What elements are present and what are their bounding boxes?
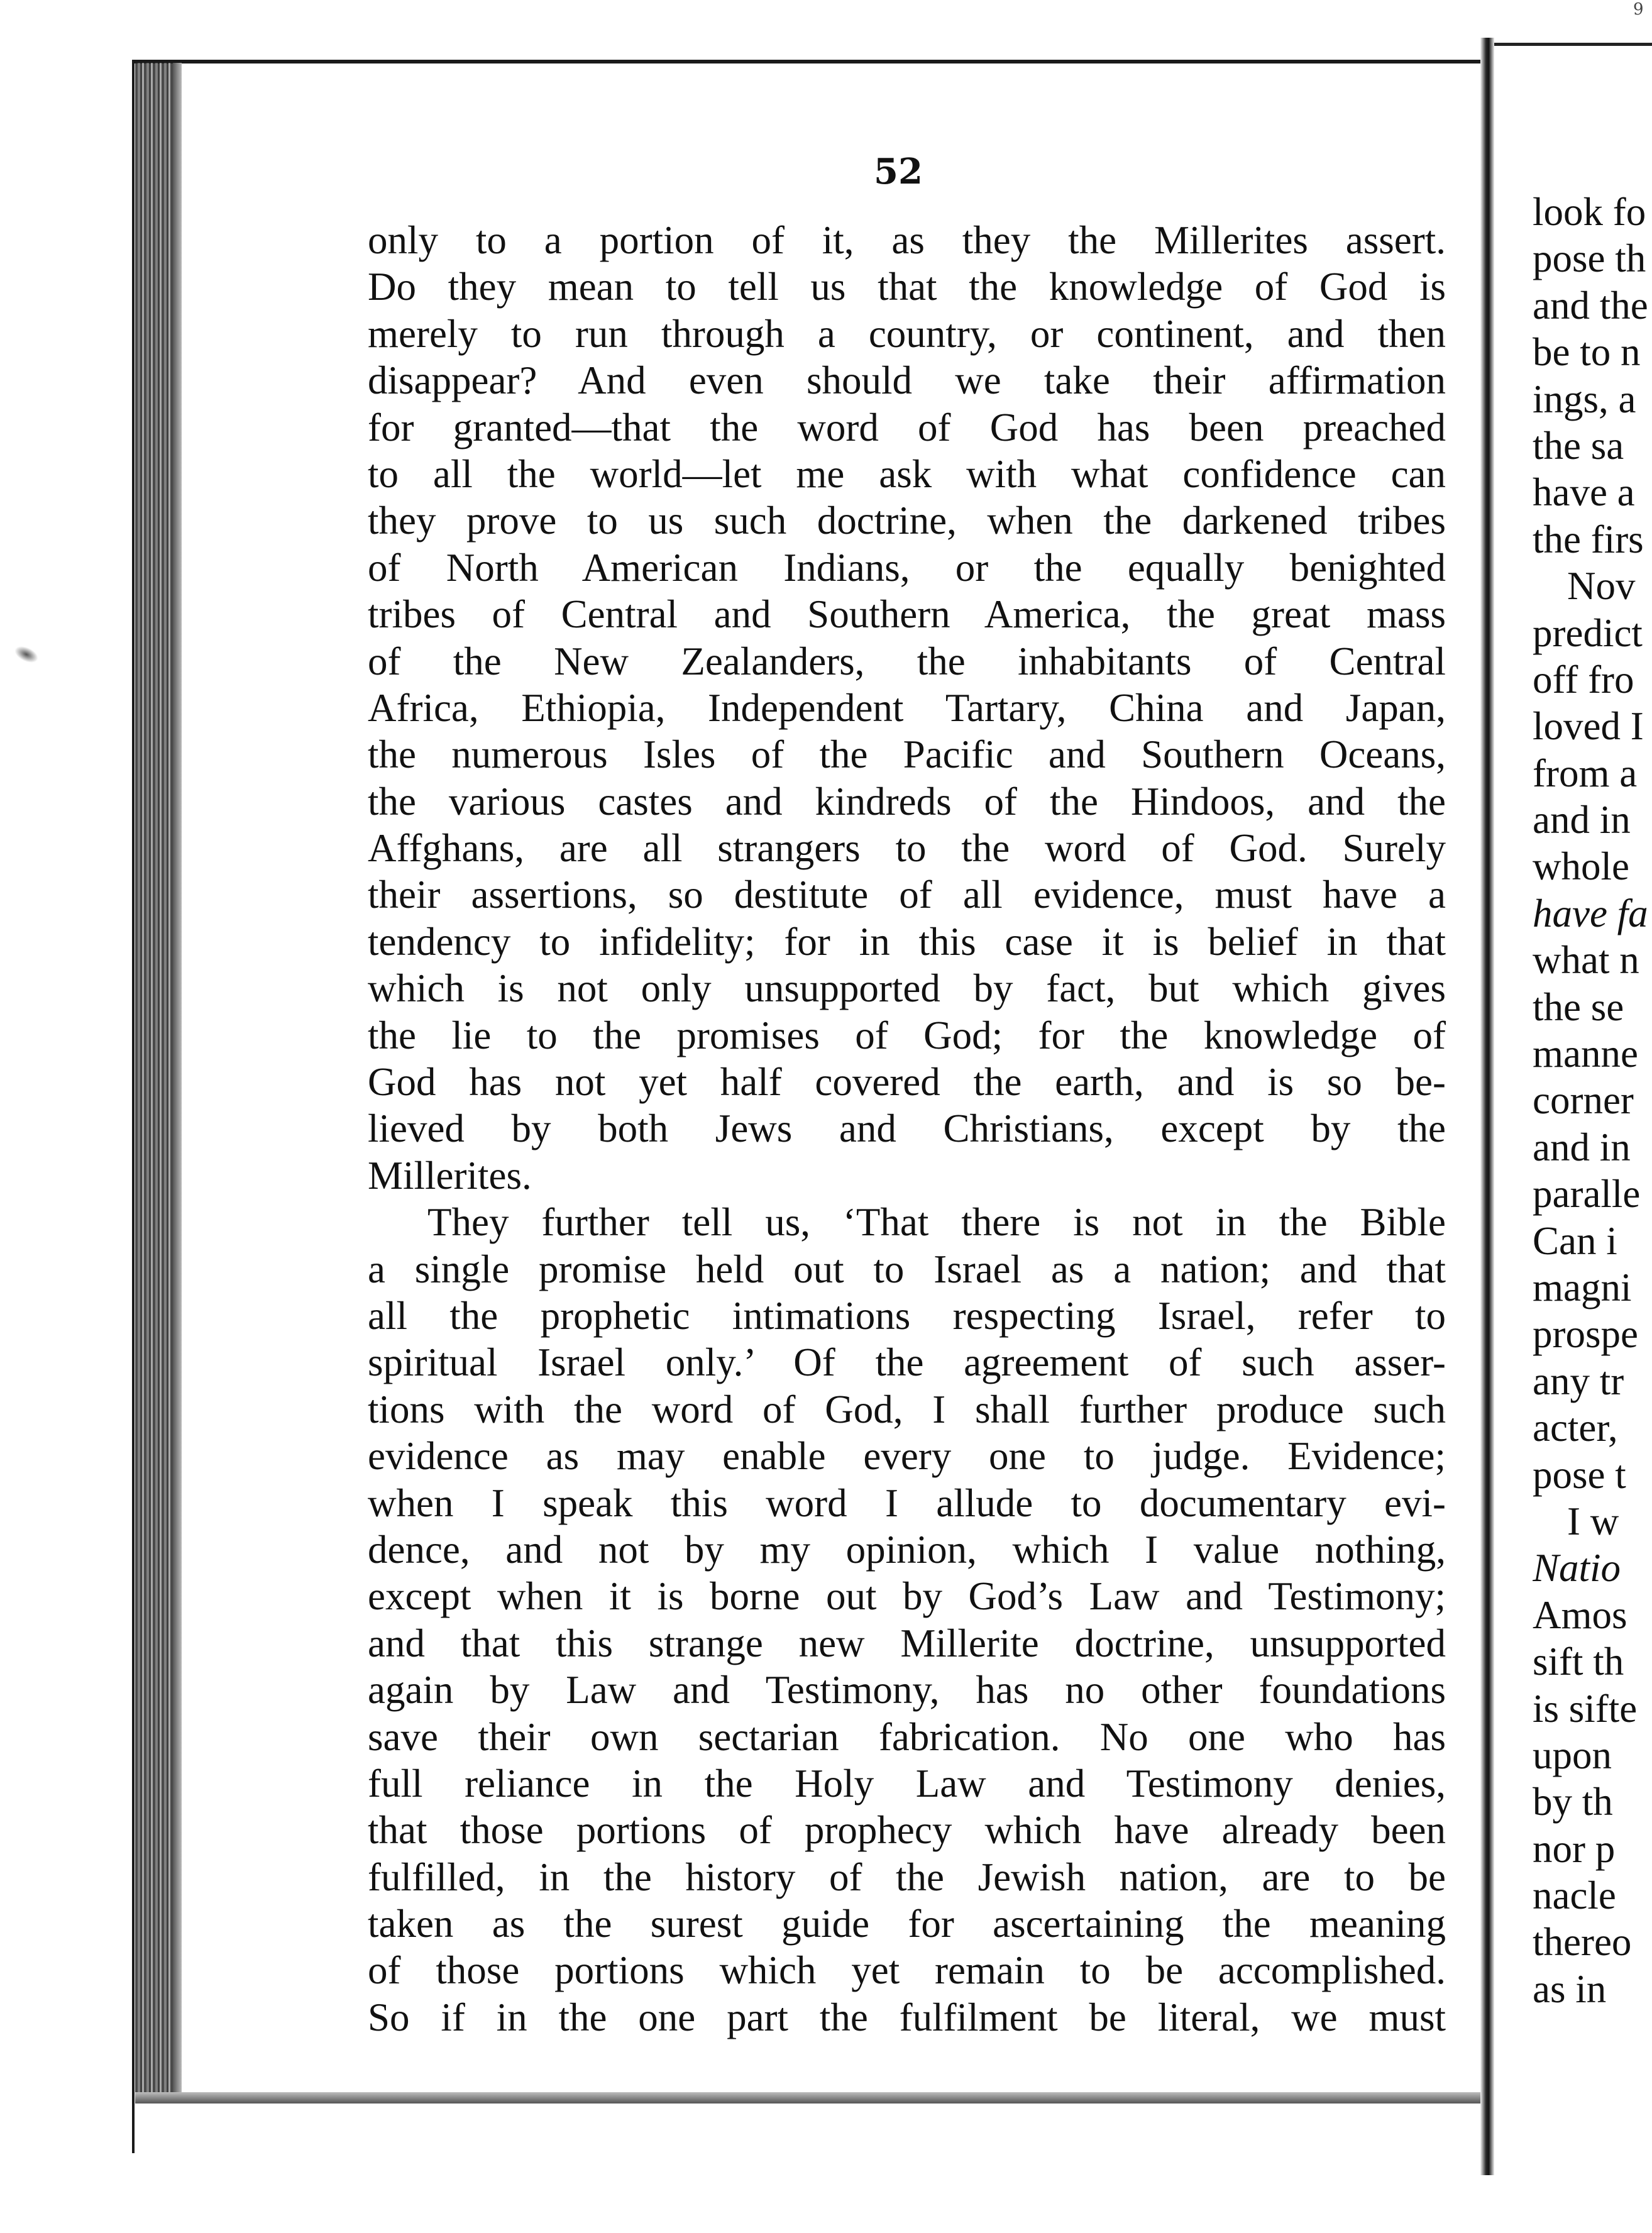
text-fragment: is sifte — [1533, 1686, 1638, 1731]
text-fragment: look fo — [1533, 190, 1646, 234]
text-line: taken as the surest guide for ascertaining the meaning — [368, 1902, 1446, 1946]
text-fragment: and the — [1533, 283, 1648, 328]
text-fragment: I w — [1567, 1499, 1619, 1543]
text-line: their assertions, so destitute of all evidence, must have a — [368, 873, 1446, 917]
text-line: tendency to infidelity; for in this case it is belief in that — [368, 919, 1446, 964]
text-line: the various castes and kindreds of the Hindoos, and the — [368, 779, 1446, 824]
page-edge-stack — [135, 63, 173, 2093]
text-line: evidence as may enable every one to judge. Evidence; — [368, 1434, 1446, 1479]
text-fragment: from a — [1533, 751, 1638, 795]
text-fragment: by th — [1533, 1780, 1613, 1824]
text-line: save their own sectarian fabrication. No one who has — [368, 1714, 1446, 1759]
scan-smudge — [12, 643, 41, 666]
text-line: spiritual Israel only.’ Of the agreement of such asser- — [368, 1340, 1446, 1385]
text-line: tions with the word of God, I shall further produce such — [368, 1387, 1446, 1431]
text-line: of North American Indians, or the equally benighted — [368, 545, 1446, 590]
text-line: of those portions which yet remain to be accomplished. — [368, 1948, 1446, 1993]
text-fragment: predict — [1533, 610, 1643, 655]
text-fragment: and in — [1533, 798, 1631, 842]
text-line: Africa, Ethiopia, Independent Tartary, China and Japan, — [368, 685, 1446, 730]
text-line: which is not only unsupported by fact, but which gives — [368, 966, 1446, 1011]
text-fragment: loved I — [1533, 704, 1644, 749]
text-fragment: have fa — [1533, 891, 1648, 935]
text-line: except when it is borne out by God’s Law and Testimony; — [368, 1574, 1446, 1619]
text-fragment: corner — [1533, 1078, 1634, 1123]
text-line: So if in the one part the fulfilment be literal, we must — [368, 1995, 1446, 2039]
text-fragment: the se — [1533, 984, 1624, 1029]
text-fragment: whole — [1533, 844, 1629, 889]
text-fragment: ings, a — [1533, 377, 1636, 421]
text-fragment: the sa — [1533, 423, 1624, 468]
text-line: the numerous Isles of the Pacific and Southern Oceans, — [368, 732, 1446, 777]
text-line: Millerites. — [368, 1153, 532, 1198]
text-line: full reliance in the Holy Law and Testimony denies, — [368, 1761, 1446, 1806]
text-fragment: Natio — [1533, 1546, 1621, 1591]
page-number: 52 — [874, 151, 923, 192]
text-fragment: Nov — [1567, 564, 1636, 609]
right-page-cropped-text — [1533, 189, 1652, 2012]
text-fragment: nor p — [1533, 1826, 1616, 1871]
text-line: God has not yet half covered the earth, and is so be- — [368, 1060, 1446, 1105]
page-inner-shadow — [173, 63, 182, 2093]
text-fragment: manne — [1533, 1032, 1638, 1076]
text-line: only to a portion of it, as they the Millerites assert. — [368, 218, 1446, 262]
text-fragment: Can i — [1533, 1218, 1617, 1263]
text-fragment: prospe — [1533, 1312, 1638, 1357]
text-fragment: be to n — [1533, 330, 1641, 375]
text-fragment: and in — [1533, 1125, 1631, 1169]
text-fragment: nacle — [1533, 1873, 1616, 1918]
text-line: that those portions of prophecy which have already been — [368, 1808, 1446, 1853]
text-line: the lie to the promises of God; for the knowledge of — [368, 1013, 1446, 1057]
text-line: they prove to us such doctrine, when the darkened tribes — [368, 499, 1446, 543]
text-fragment: what n — [1533, 938, 1639, 983]
text-fragment: magni — [1533, 1265, 1632, 1309]
text-fragment: thereo — [1533, 1920, 1632, 1965]
text-line: all the prophetic intimations respecting Israel, refer to — [368, 1293, 1446, 1338]
page-bottom-edge — [135, 2092, 1484, 2103]
text-line: They further tell us, ‘That there is not in the Bible — [427, 1200, 1446, 1245]
text-fragment: any tr — [1533, 1359, 1624, 1403]
text-line: a single promise held out to Israel as a nation; and that — [368, 1247, 1446, 1291]
text-fragment: the firs — [1533, 517, 1644, 561]
text-line: to all the world—let me ask with what confidence can — [368, 451, 1446, 496]
text-line: Affghans, are all strangers to the word of God. Surely — [368, 826, 1446, 871]
corner-mark: 9 — [1633, 0, 1644, 19]
text-line: for granted—that the word of God has been preached — [368, 405, 1446, 449]
text-fragment: pose th — [1533, 236, 1646, 281]
right-page-top-rule — [1494, 43, 1652, 46]
text-line: and that this strange new Millerite doctrine, unsupported — [368, 1621, 1446, 1665]
text-line: tribes of Central and Southern America, the great mass — [368, 592, 1446, 637]
text-line: of the New Zealanders, the inhabitants of Central — [368, 639, 1446, 683]
text-fragment: acter, — [1533, 1406, 1618, 1450]
text-fragment: paralle — [1533, 1172, 1641, 1216]
text-line: disappear? And even should we take their affirmation — [368, 358, 1446, 403]
text-fragment: Amos — [1533, 1592, 1627, 1637]
text-fragment: pose t — [1533, 1452, 1626, 1497]
text-fragment: off fro — [1533, 657, 1634, 702]
text-fragment: have a — [1533, 470, 1635, 515]
text-fragment: as in — [1533, 1966, 1607, 2011]
text-fragment: upon — [1533, 1733, 1612, 1777]
left-page-body — [368, 217, 1446, 2041]
book-gutter — [1480, 38, 1494, 2175]
text-line: fulfilled, in the history of the Jewish nation, are to be — [368, 1855, 1446, 1899]
text-fragment: sift th — [1533, 1640, 1624, 1684]
text-line: when I speak this word I allude to documentary evi- — [368, 1480, 1446, 1525]
text-line: lieved by both Jews and Christians, except by the — [368, 1106, 1446, 1151]
text-line: dence, and not by my opinion, which I value nothing, — [368, 1527, 1446, 1572]
text-line: again by Law and Testimony, has no other foundations — [368, 1668, 1446, 1712]
text-line: merely to run through a country, or continent, and then — [368, 311, 1446, 356]
text-line: Do they mean to tell us that the knowledge of God is — [368, 265, 1446, 309]
